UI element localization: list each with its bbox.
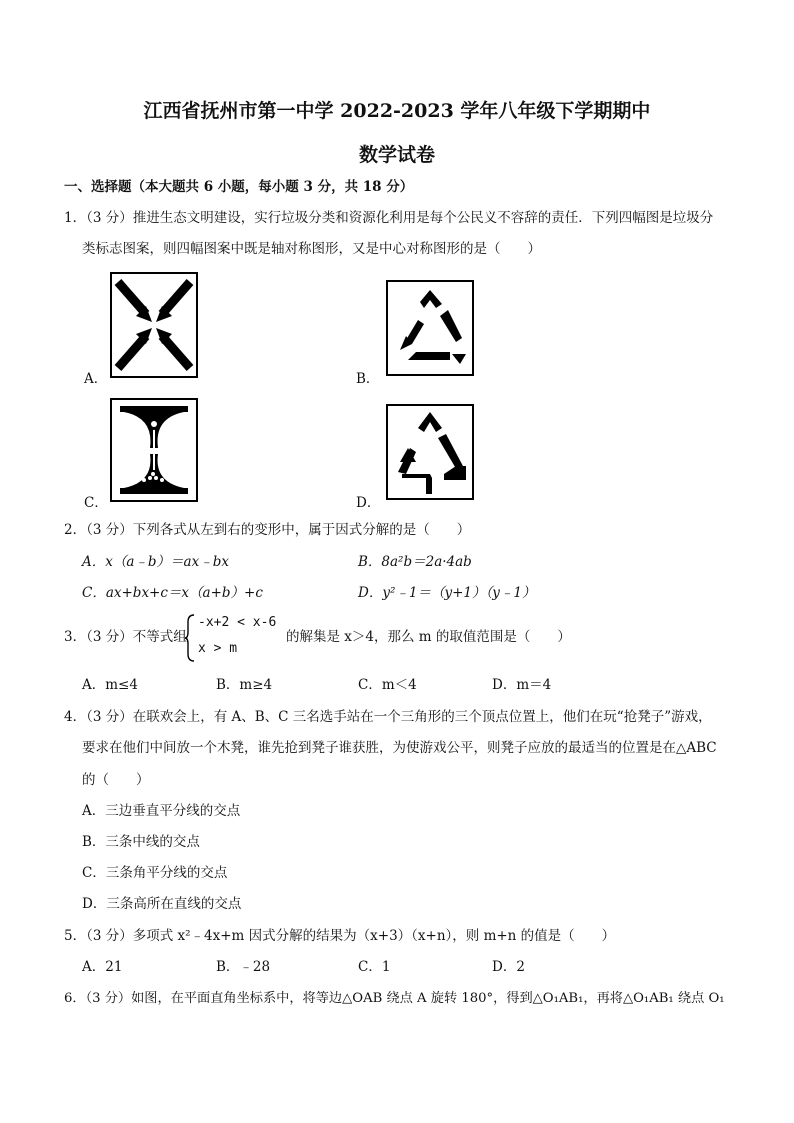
page-title: 江西省抚州市第一中学 2022-2023 学年八年级下学期期中 [143,100,651,122]
q6-stem-line1: 6．（3 分）如图，在平面直角坐标系中，将等边△OAB 绕点 A 旋转 180°，得到△O₁AB₁，再将△O₁AB₁ 绕点 O₁ [64,991,725,1006]
q2-stem: 2．（3 分）下列各式从左到右的变形中，属于因式分解的是（ ） [64,522,471,538]
q4-option-d[interactable]: D．三条高所在直线的交点 [82,896,242,912]
q5-option-a[interactable]: A．21 [82,959,123,975]
q3-prefix: 3．（3 分）不等式组 [64,629,187,645]
q5-option-b[interactable]: B．﹣28 [216,959,271,975]
q1-figure-d [386,404,474,500]
q3-suffix: 的解集是 x＞4，那么 m 的取值范围是（ ） [286,629,571,645]
q1-stem-line1: 1．（3 分）推进生态文明建设，实行垃圾分类和资源化利用是每个公民义不容辞的责任．下列四幅图是垃圾分 [64,210,714,226]
q1-label-c: C． [84,495,108,511]
q3-inequality-1: -x+2 < x-6 [198,615,277,630]
q3-inequality-2: x > m [198,641,238,656]
page-subtitle: 数学试卷 [358,144,435,166]
q3-option-d[interactable]: D．m＝4 [492,677,552,693]
q3-option-b[interactable]: B．m≥4 [216,677,273,693]
q3-brace [184,614,196,662]
q1-figure-c [110,398,198,502]
q4-stem-line1: 4．（3 分）在联欢会上，有 A、B、C 三名选手站在一个三角形的三个顶点位置上，他们在玩“抢凳子”游戏， [64,709,712,725]
q1-label-d: D． [356,495,381,511]
q5-option-d[interactable]: D．2 [492,959,525,975]
q2-option-a[interactable]: A．x（a﹣b）＝ax﹣bx [82,554,229,570]
q2-option-d[interactable]: D．y²﹣1＝（y+1）（y﹣1） [358,585,536,601]
q1-figure-a [110,272,198,378]
q4-option-c[interactable]: C．三条角平分线的交点 [82,865,228,881]
q1-label-a: A． [84,371,108,387]
q3-option-c[interactable]: C．m＜4 [358,677,417,693]
q4-option-b[interactable]: B．三条中线的交点 [82,834,200,850]
section-heading: 一、选择题（本大题共 6 小题，每小题 3 分，共 18 分） [64,179,414,195]
q4-stem-line2: 要求在他们中间放一个木凳，谁先抢到凳子谁获胜，为使游戏公平，则凳子应放的最适当的位置是在△ABC [82,740,717,756]
q1-figure-b [386,280,474,376]
q2-option-c[interactable]: C．ax+bx+c＝x（a+b）+c [82,585,263,601]
q1-label-b: B． [356,371,380,387]
q4-stem-line3: 的（ ） [82,772,150,788]
q2-option-b[interactable]: B．8a²b＝2a·4ab [358,554,472,570]
q5-stem: 5．（3 分）多项式 x²﹣4x+m 因式分解的结果为（x+3）（x+n），则 m+n 的值是（ ） [64,928,616,944]
q1-stem-line2: 类标志图案，则四幅图案中既是轴对称图形，又是中心对称图形的是（ ） [82,241,541,257]
q4-option-a[interactable]: A．三边垂直平分线的交点 [82,803,241,819]
q5-option-c[interactable]: C．1 [358,959,391,975]
q3-option-a[interactable]: A．m≤4 [82,677,138,693]
